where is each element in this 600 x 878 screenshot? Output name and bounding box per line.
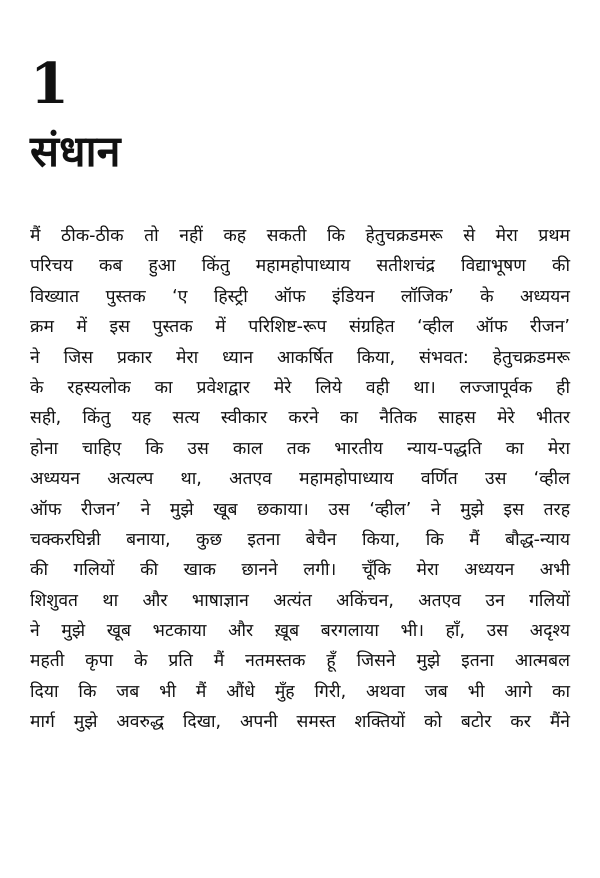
body-line: की गलियों की खाक छानने लगी। चूँकि मेरा अध्ययन अभी — [30, 560, 570, 581]
body-line: मैं ठीक-ठीक तो नहीं कह सकती कि हेतुचक्रडमरू से मेरा प्रथम — [30, 226, 570, 246]
body-line: शिशुवत था और भाषाज्ञान अत्यंत अकिंचन, अतएव उन गलियों — [30, 590, 570, 611]
body-line: परिचय कब हुआ किंतु महामहोपाध्याय सतीशचंद्र विद्याभूषण की — [30, 256, 570, 277]
body-line: ऑफ रीजन’ ने मुझे खूब छकाया। उस ‘व्हील’ ने मुझे इस तरह — [30, 499, 570, 520]
body-line: महती कृपा के प्रति मैं नतमस्तक हूँ जिसने मुझे इतना आत्मबल — [30, 651, 570, 672]
body-line: क्रम में इस पुस्तक में परिशिष्ट-रूप संग्रहित ‘व्हील ऑफ रीजन’ — [30, 317, 570, 338]
body-line: के रहस्यलोक का प्रवेशद्वार मेरे लिये वही था। लज्जापूर्वक ही — [30, 377, 570, 398]
chapter-body — [30, 221, 570, 738]
body-line: मार्ग मुझे अवरुद्ध दिखा, अपनी समस्त शक्तियों को बटोर कर मैंने — [30, 712, 570, 733]
body-line: सही, किंतु यह सत्य स्वीकार करने का नैतिक साहस मेरे भीतर — [30, 408, 570, 429]
body-line: होना चाहिए कि उस काल तक भारतीय न्याय-पद्धति का मेरा — [30, 438, 570, 459]
body-line: ने जिस प्रकार मेरा ध्यान आकर्षित किया, संभवत: हेतुचक्रडमरू — [30, 347, 570, 368]
body-line: चक्करघिन्नी बनाया, कुछ इतना बेचैन किया, कि मैं बौद्ध-न्याय — [30, 529, 570, 550]
body-line: अध्ययन अत्यल्प था, अतएव महामहोपाध्याय वर्णित उस ‘व्हील — [30, 469, 570, 490]
body-line: ने मुझे खूब भटकाया और ख़ूब बरगलाया भी। हाँ, उस अदृश्य — [30, 621, 570, 642]
chapter-number: 1 — [30, 51, 69, 117]
chapter-title: संधान — [30, 127, 121, 177]
body-line: विख्यात पुस्तक ‘ए हिस्ट्री ऑफ इंडियन लॉजिक’ के अध्ययन — [30, 286, 570, 307]
body-line: दिया कि जब भी मैं औंधे मुँह गिरी, अथवा जब भी आगे का — [30, 681, 570, 702]
